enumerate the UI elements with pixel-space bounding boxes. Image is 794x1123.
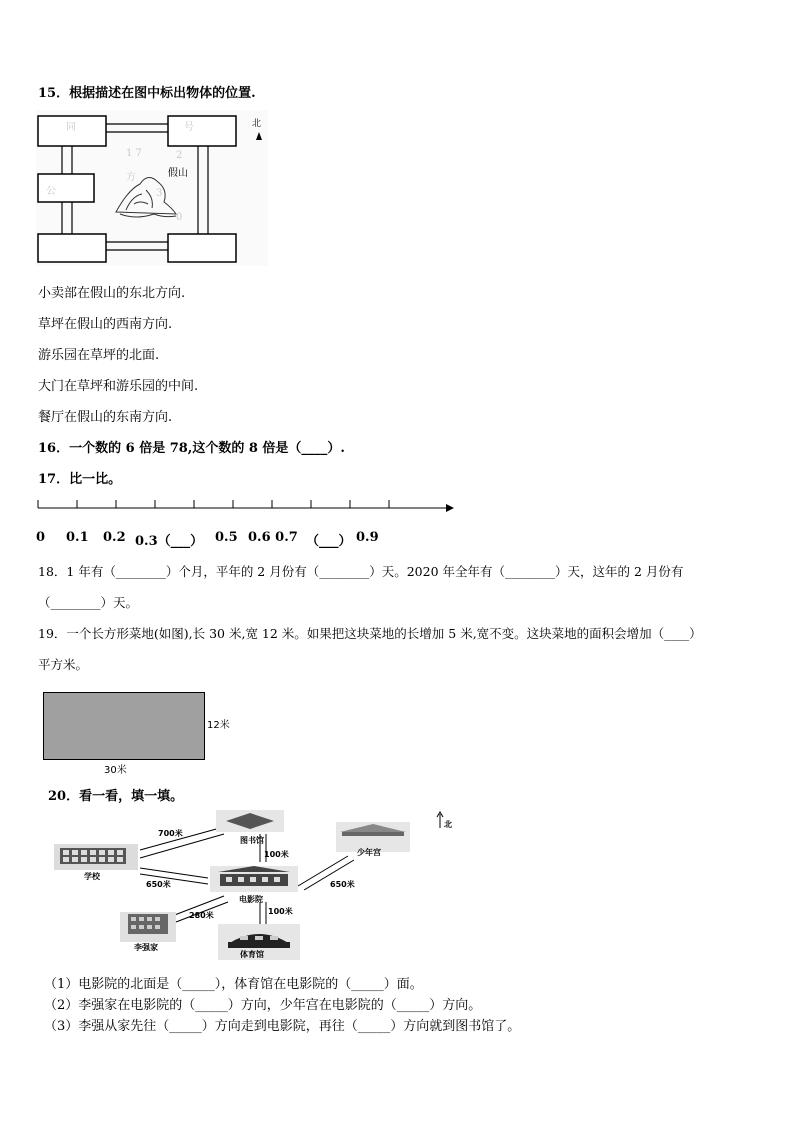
q15-statement: 小卖部在假山的东北方向. [38,286,186,301]
number-line-label: 0.3（___） [135,534,204,549]
svg-text:3: 3 [156,188,163,199]
q18-text: （________）天。 [38,595,139,610]
number-line [36,496,456,518]
svg-text:1 7: 1 7 [126,148,142,159]
plot-width-label: 12米 [207,720,230,731]
library-label: 图书馆 [240,836,264,845]
number-line-label: 0.9 [356,530,379,545]
q19-text: 平方米。 [38,657,89,672]
youth-palace-label: 少年宫 [357,848,381,857]
distance-label: 100米 [264,850,289,859]
svg-text:方: 方 [126,172,136,183]
distance-label: 100米 [268,907,293,916]
q16-text: 16．一个数的 6 倍是 78,这个数的 8 倍是（____）. [38,441,345,456]
svg-text:同: 同 [66,122,76,133]
q18-text: 18．1 年有（________）个月，平年的 2 月份有（________）天。2020 年全年有（________）天，这年的 2 月份有 [38,564,684,579]
q15-statement: 游乐园在草坪的北面. [38,348,160,363]
q15-statement: 草坪在假山的西南方向. [38,317,173,332]
distance-label: 700米 [158,829,183,838]
number-line-label: 0.2 [103,530,126,545]
q15-park-map [36,110,268,266]
number-line-label: 0.5 [215,530,238,545]
svg-text:公: 公 [46,186,56,197]
vegetable-plot-rectangle [43,692,205,760]
q20-item: （1）电影院的北面是（_____），体育馆在电影院的（_____）面。 [44,977,423,992]
number-line-label: 0.6 0.7 [248,530,298,545]
arrow-right-icon [446,504,454,512]
number-line-label: （___） [306,534,352,549]
q20-title: 20．看一看，填一填。 [48,789,184,804]
home-label: 李强家 [134,943,158,952]
distance-label: 280米 [189,911,214,920]
q20-item: （2）李强家在电影院的（_____）方向，少年宫在电影院的（_____）方向。 [44,998,482,1013]
q15-title: 15．根据描述在图中标出物体的位置. [38,86,256,101]
school-label: 学校 [84,872,100,881]
q17-title: 17．比一比。 [38,472,122,487]
cinema-label: 电影院 [239,895,263,904]
q19-text: 19．一个长方形菜地(如图),长 30 米,宽 12 米。如果把这块菜地的长增加 5 米,宽不变。这块菜地的面积会增加（____） [38,626,702,641]
svg-text:号: 号 [184,122,194,133]
svg-text:0: 0 [176,212,183,223]
q15-statement: 餐厅在假山的东南方向. [38,410,173,425]
gym-label: 体育馆 [240,950,264,959]
number-line-label: 0 [36,530,46,545]
hill-label: 假山 [168,168,188,179]
map-box-top-right [168,116,236,146]
plot-length-label: 30米 [104,765,127,776]
north-label: 北 [444,820,452,829]
q15-statement: 大门在草坪和游乐园的中间. [38,379,199,394]
svg-text:2: 2 [176,150,183,161]
map-box-bottom-right [168,234,236,262]
q20-city-map [48,806,468,962]
number-line-label: 0.1 [66,530,89,545]
q20-item: （3）李强从家先往（_____）方向走到电影院，再往（_____）方向就到图书馆了。 [44,1019,521,1034]
distance-label: 650米 [146,880,171,889]
north-label: 北 [252,119,262,129]
distance-label: 650米 [330,880,355,889]
map-box-bottom-left [38,234,106,262]
